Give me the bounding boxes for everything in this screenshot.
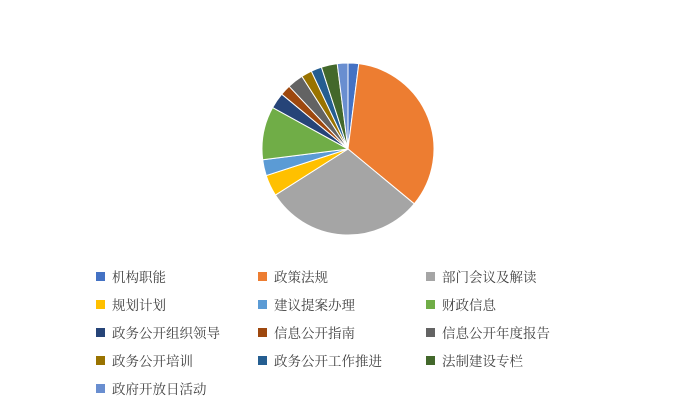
legend-row — [96, 290, 616, 318]
legend-item-label: 政务公开组织领导 — [112, 326, 220, 341]
legend-item-label: 规划计划 — [112, 298, 166, 313]
legend-item-label: 政府开放日活动 — [112, 382, 207, 397]
chart-legend — [96, 262, 616, 402]
legend-swatch-icon — [258, 328, 267, 337]
pie-plot-area — [0, 62, 695, 237]
legend-item-label: 机构职能 — [112, 270, 166, 285]
pie-svg — [228, 62, 468, 237]
legend-swatch-icon — [96, 300, 105, 309]
legend-item-niandubaogao[interactable] — [426, 318, 606, 346]
legend-swatch-icon — [426, 300, 435, 309]
legend-swatch-icon — [96, 356, 105, 365]
legend-item-label: 政策法规 — [274, 270, 328, 285]
legend-item-zuzhilingdao[interactable] — [96, 318, 258, 346]
legend-item-jigouzhineng[interactable] — [96, 262, 258, 290]
legend-item-label: 政务公开工作推进 — [274, 354, 382, 369]
legend-item-gongkaipeixun[interactable] — [96, 346, 258, 374]
legend-swatch-icon — [426, 272, 435, 281]
legend-item-label: 财政信息 — [442, 298, 496, 313]
legend-item-gongzuotuijin[interactable] — [258, 346, 426, 374]
legend-item-gongkaizhinan[interactable] — [258, 318, 426, 346]
legend-row — [96, 262, 616, 290]
legend-item-label: 建议提案办理 — [274, 298, 355, 313]
legend-swatch-icon — [258, 300, 267, 309]
legend-swatch-icon — [96, 384, 105, 393]
legend-item-fazhijianshe[interactable] — [426, 346, 606, 374]
legend-item-label: 信息公开年度报告 — [442, 326, 550, 341]
chart-title: 主动公开政府信息数量 — [227, 20, 468, 45]
legend-item-bumenhuiyi[interactable] — [426, 262, 606, 290]
legend-item-jianyitian[interactable] — [258, 290, 426, 318]
legend-item-label: 法制建设专栏 — [442, 354, 523, 369]
legend-row — [96, 318, 616, 346]
legend-swatch-icon — [426, 356, 435, 365]
legend-swatch-icon — [96, 272, 105, 281]
legend-item-zhengcefagui[interactable] — [258, 262, 426, 290]
legend-swatch-icon — [258, 356, 267, 365]
legend-row — [96, 374, 616, 402]
legend-row — [96, 346, 616, 374]
legend-swatch-icon — [258, 272, 267, 281]
legend-item-guihuajihua[interactable] — [96, 290, 258, 318]
legend-item-label: 信息公开指南 — [274, 326, 355, 341]
legend-item-caizhengxinxi[interactable] — [426, 290, 606, 318]
legend-swatch-icon — [426, 328, 435, 337]
legend-item-kaifangrihuodong[interactable] — [96, 374, 258, 402]
legend-item-label: 政务公开培训 — [112, 354, 193, 369]
legend-item-label: 部门会议及解读 — [442, 270, 537, 285]
legend-swatch-icon — [96, 328, 105, 337]
